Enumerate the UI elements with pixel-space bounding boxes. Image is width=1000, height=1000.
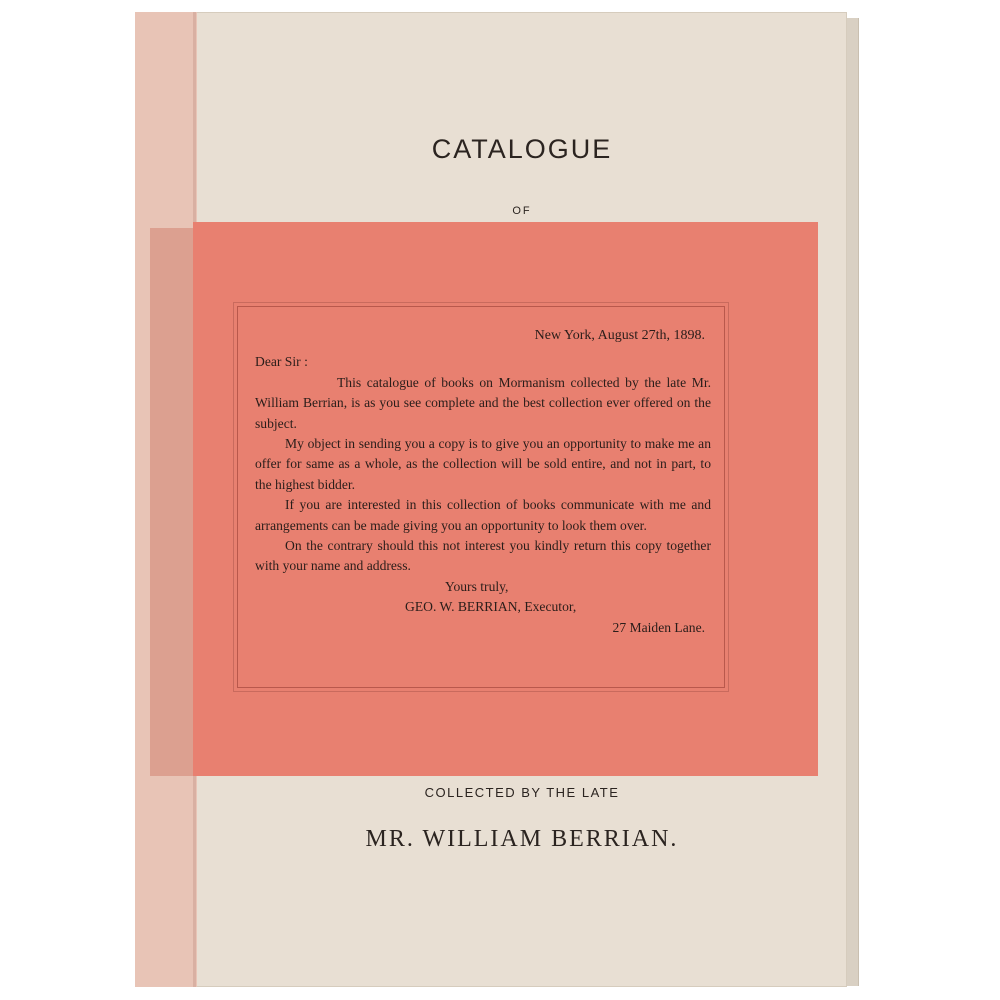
- letter-date: New York, August 27th, 1898.: [534, 328, 705, 343]
- letter-paragraph: If you are interested in this collection of books communicate with me and arrangements can be made giving you an opportunity to look them over.: [255, 497, 711, 533]
- letter-address: 27 Maiden Lane.: [612, 619, 705, 635]
- inserted-letter-slip: [193, 222, 818, 776]
- letter-closing: Yours truly,: [445, 578, 509, 594]
- collected-by-line: COLLECTED BY THE LATE: [424, 785, 620, 800]
- letter-paragraph: My object in sending you a copy is to give you an opportunity to make me an offer for same as a whole, as the collection will be sold entire, and not in part, to the highest bidder.: [255, 436, 711, 492]
- letter-body: [255, 326, 711, 638]
- letter-paragraph: This catalogue of books on Mormanism collected by the late Mr. William Berrian, is as you see complete and the best collection ever offered on the subject.: [255, 374, 711, 431]
- catalogue-title: CATALOGUE: [431, 134, 613, 164]
- title-of: OF: [512, 205, 532, 217]
- letter-signature: GEO. W. BERRIAN, Executor,: [405, 599, 577, 615]
- collector-name: MR. WILLIAM BERRIAN.: [365, 826, 679, 852]
- letter-salutation: Dear Sir :: [255, 354, 308, 370]
- letter-paragraph: On the contrary should this not interest you kindly return this copy together with your name and address.: [255, 538, 711, 574]
